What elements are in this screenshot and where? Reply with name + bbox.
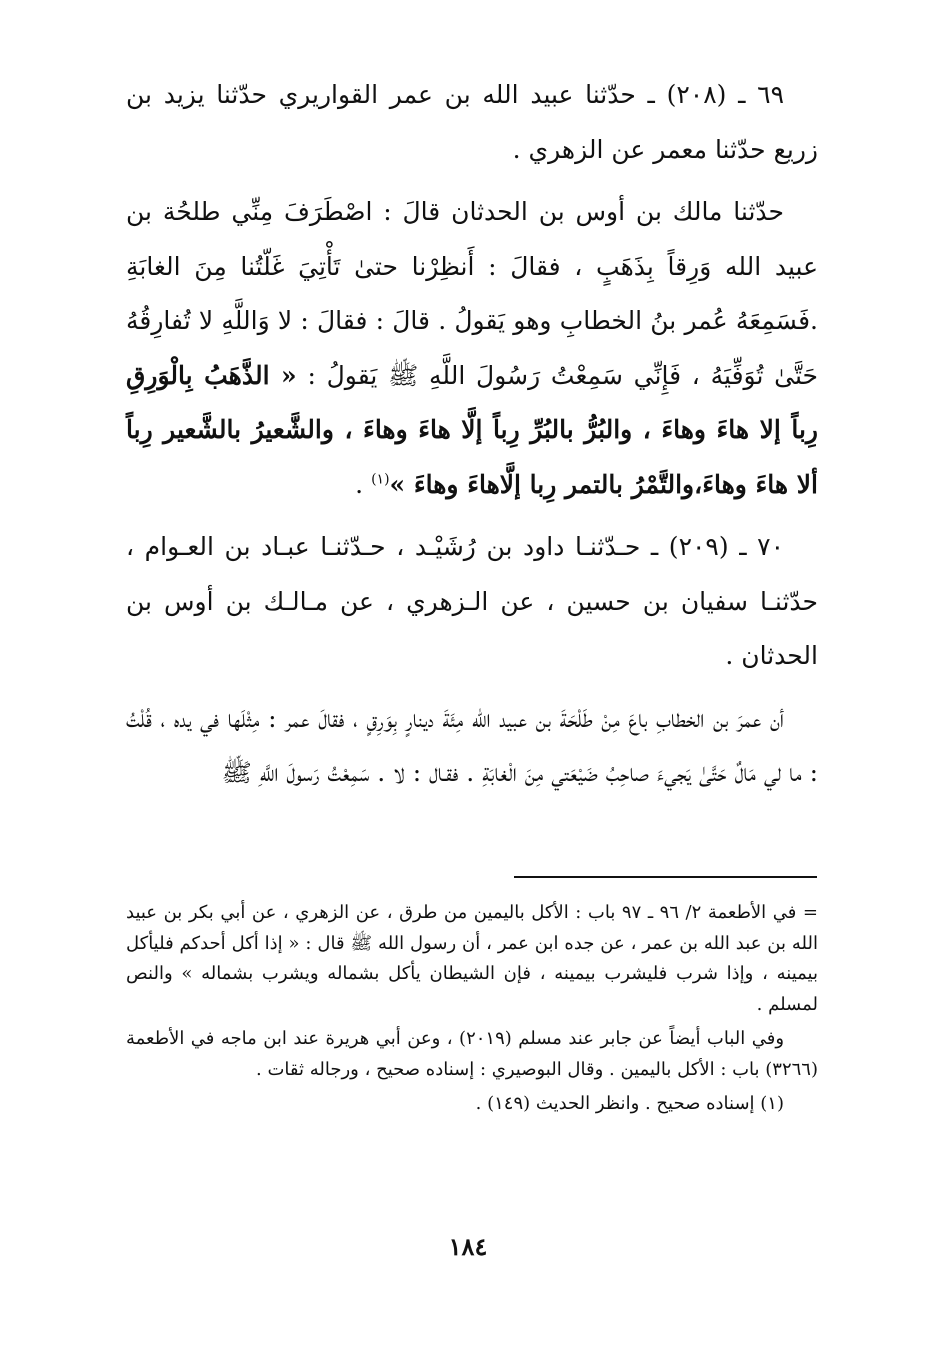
page-number: ١٨٤ [448,1232,488,1261]
main-text [126,68,818,801]
footnote-also: وفي الباب أيضاً عن جابر عند مسلم (٢٠١٩) ، وعن أبي هريرة عند ابن ماجه في الأطعمة (٣٢٦٦) باب : الأكل باليمين . وقال البوصيري : إسناده صحيح ، ورجاله ثقات . [126,1028,818,1080]
footnote-continuation: = في الأطعمة ٢/ ٩٦ ـ ٩٧ باب : الأكل باليمين من طرق ، عن الزهري ، عن أبي بكر بن عبيد الله بن عبد الله بن عمر ، عن جده ابن عمر ، أن رسول الله ﷺ قال : « إذا أكل أحدكم فليأكل بيمينه ، وإذا شرب فليشرب بيمينه ، فإن الشيطان يأكل بشماله ويشرب بشماله » والنص لمسلم . [126,902,818,1015]
footnote-1: (١) إسناده صحيح . وانظر الحديث (١٤٩) . [475,1093,784,1114]
footnotes [126,898,818,1120]
hadith-70-isnad: ٧٠ ـ (٢٠٩) ـ حـدّثنـا داود بن رُشَيْـد ، حـدّثنـا عبـاد بن العـوام ، حدّثنـا سفيان بن حسين ، عن الـزهري ، عن مـالـك بن أوس بن الحدثان . [126,532,818,670]
footnote-ref-1: (١) [371,471,390,488]
hadith-69-matn-intro: حدّثنا مالك بن أوس بن الحدثان قالَ : اصْطَرَفَ مِنِّي طلحُة بن عبيد الله وَرِقاً بِذَهَبٍ ، فقالَ : أَنظِرْنا حتىٰ تَأْتِيَ غَلّتُنا مِنَ الغابَةِ .فَسَمِعَهُ عُمر بنُ الخطابِ وهو يَقولُ . قالَ : فقالَ : لا وَاللَّهِ لا تُفارِقُهُ حَتَّىٰ تُوَفِّيَهُ ، فَإِنِّي سَمِعْتُ رَسُولَ اللَّهِ ﷺ يَقولُ : [126,197,819,390]
hadith-69-isnad: ٦٩ ـ (٢٠٨) ـ حدّثنا عبيد الله بن عمر القواريري حدّثنا يزيد بن زريع حدّثنا معمر عن الزهري . [126,80,818,164]
hadith-69-end: . [355,469,372,499]
footnote-divider [514,876,817,878]
hadith-69-quote: « الذَّهَبُ بِالْوَرِقِ رِباً إلا هاءَ وهاءَ ، والبُرُّ بالبُرِّ رِباً إلَّا هاءَ وهاءَ ، والشَّعيرُ بالشَّعير رِباً ألا هاءَ وهاءَ،والتَّمْرُ بالتمر رِبا إلَّاهاءَ وهاءَ » [126,360,818,499]
hadith-70-matn: أن عمرَ بن الخطابِ باعَ مِنْ طَلْحَةَ بن عبيد الله مِئَةَ دينارٍ بِوَرِقٍ ، فقالَ عمر : مِثْلَها في يده ، قُلْتُ : ما لي مَالٌ حَتَّىٰ يَجيءَ صاحِبُ ضَيْعَتي مِنَ الْغابَةِ . فقـال : لا . سَمِعْتُ رَسولَ اللَّهِ ﷺ [126,703,818,787]
hadith-69-matn [126,185,818,512]
